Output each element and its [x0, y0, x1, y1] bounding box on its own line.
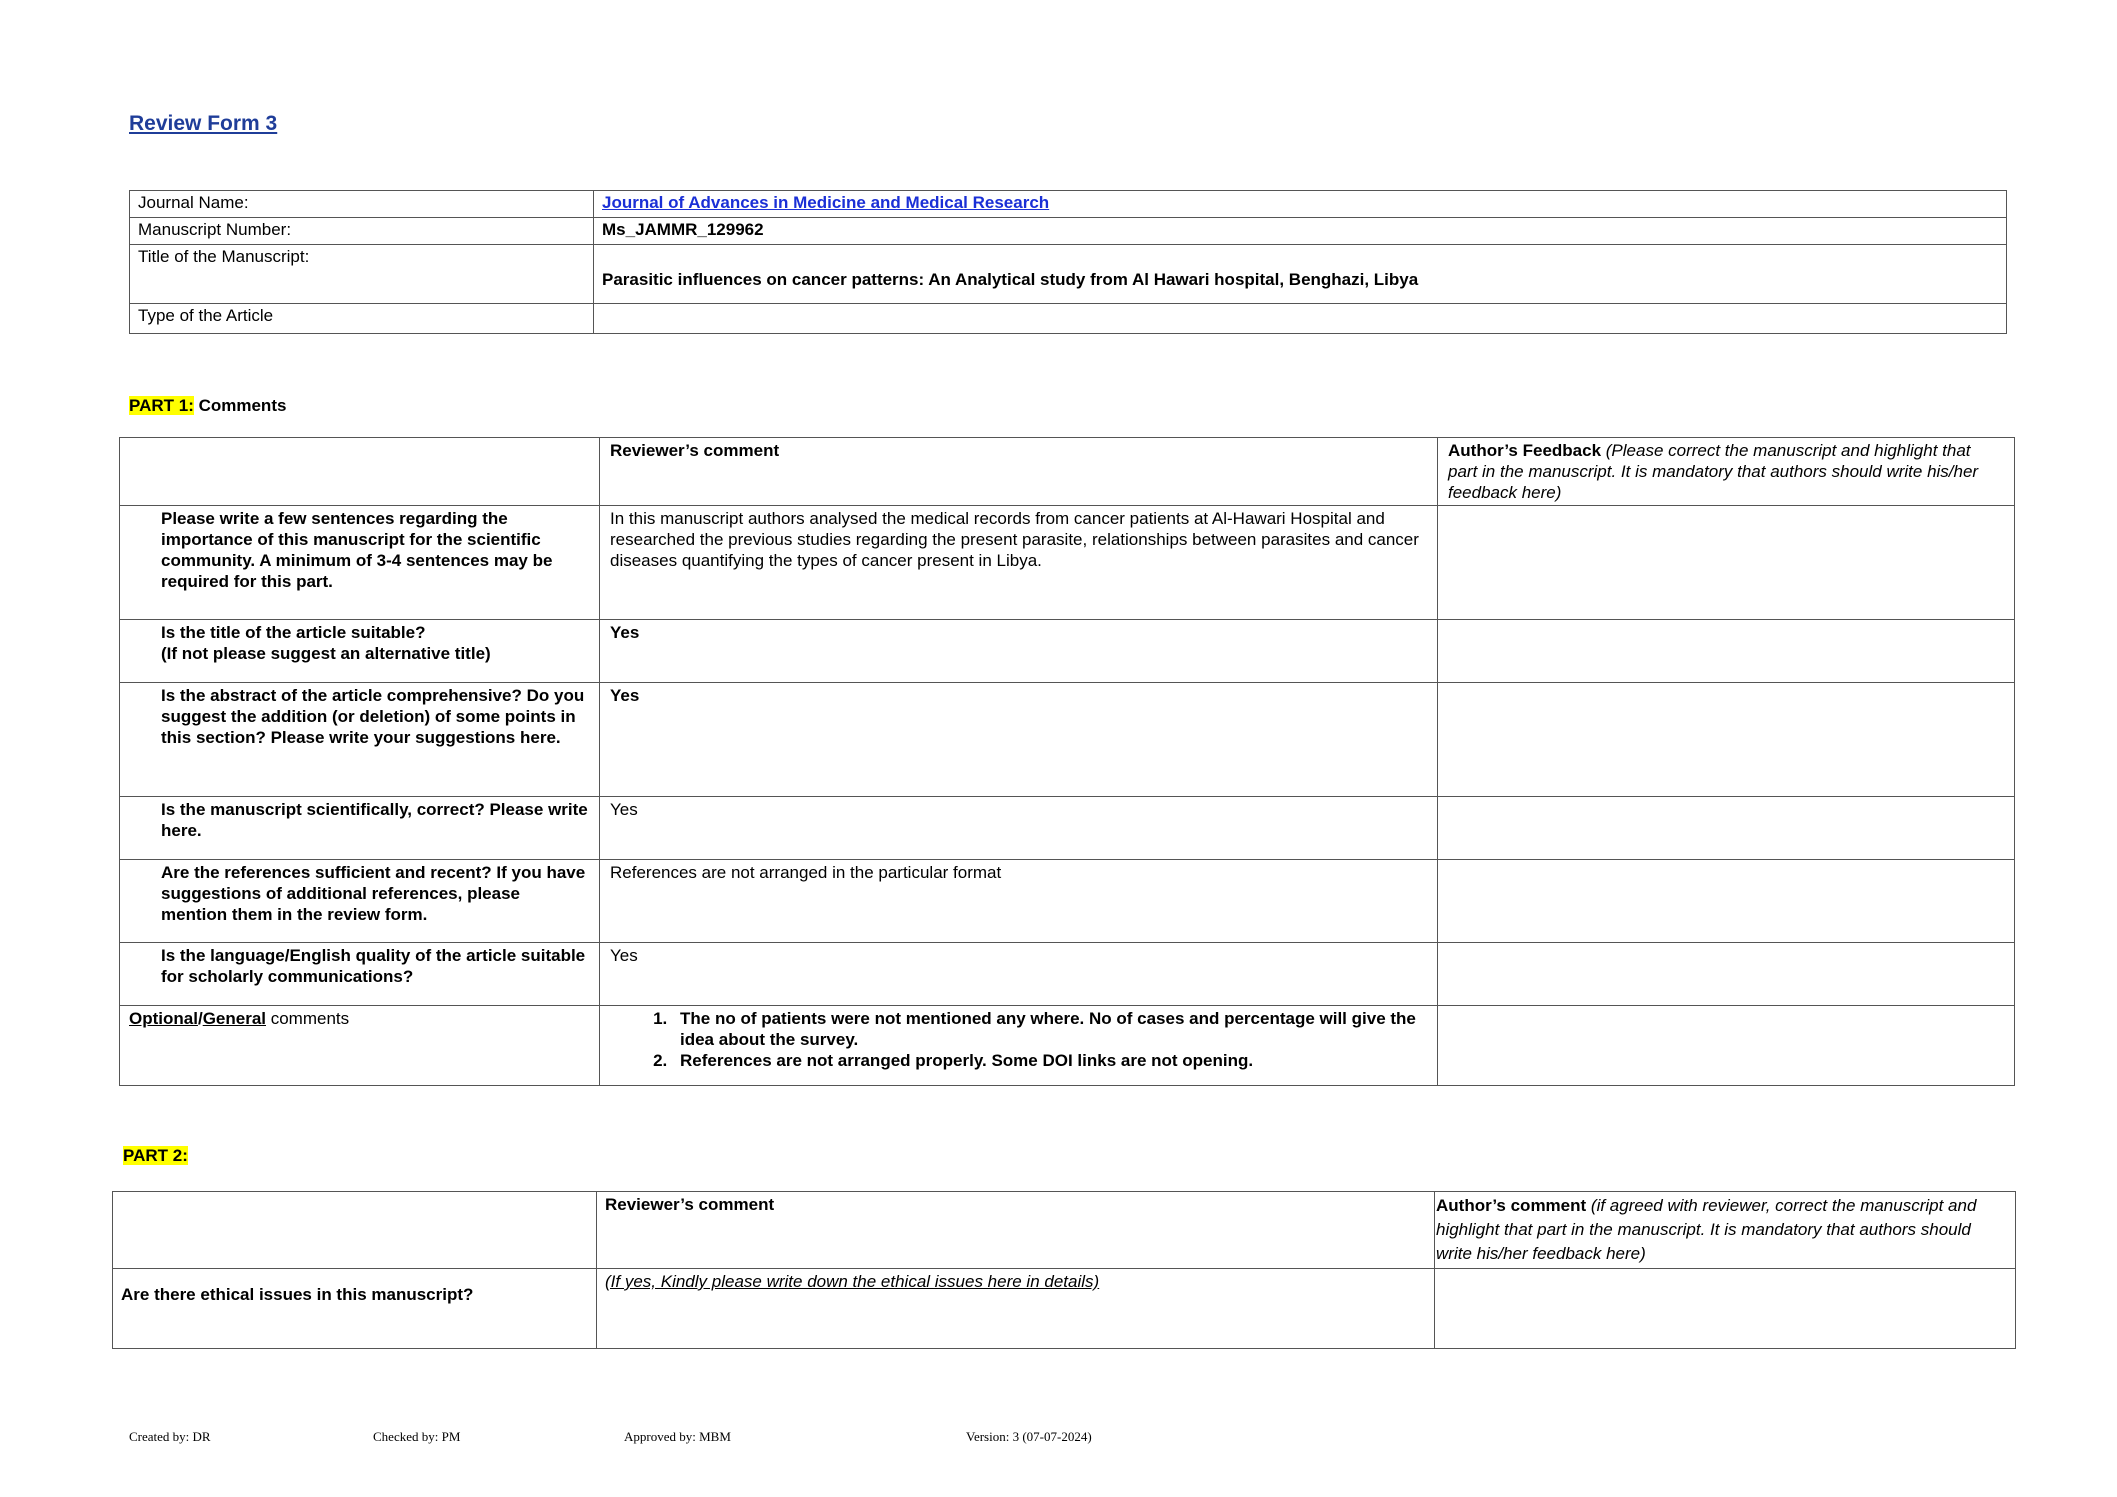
author-feedback-scientific[interactable]: [1438, 797, 2015, 860]
reviewer-comment-scientific[interactable]: Yes: [600, 797, 1438, 860]
question-title-suitable-line2: (If not please suggest an alternative title): [161, 644, 491, 663]
part1-comments-table: [119, 437, 2015, 1086]
part1-heading-suffix: Comments: [193, 396, 287, 415]
footer-approved-by: Approved by: MBM: [624, 1429, 731, 1444]
table-row: [120, 860, 2015, 943]
article-type-value[interactable]: [594, 304, 2007, 334]
part1-header-blank: [120, 438, 600, 506]
manuscript-title-label: Title of the Manuscript:: [130, 245, 594, 304]
manuscript-number-value: Ms_JAMMR_129962: [594, 218, 2007, 245]
table-row: [120, 620, 2015, 683]
author-feedback-optional[interactable]: [1438, 1006, 2015, 1086]
question-title-suitable: [120, 620, 600, 683]
reviewer-comment-abstract[interactable]: Yes: [600, 683, 1438, 797]
ethics-question: Are there ethical issues in this manuscript?: [113, 1269, 597, 1349]
table-row: [120, 943, 2015, 1006]
list-item: 1. The no of patients were not mentioned any where. No of cases and percentage will give the idea about the survey.: [672, 1008, 1427, 1050]
table-row: [113, 1269, 2016, 1349]
comments-label: comments: [266, 1009, 350, 1028]
part2-header-blank: [113, 1192, 597, 1269]
author-feedback-title[interactable]: [1438, 620, 2015, 683]
list-item: 2. References are not arranged properly. Some DOI links are not opening.: [672, 1050, 1427, 1071]
ethics-reviewer-comment[interactable]: [597, 1269, 1435, 1349]
part1-heading-label: PART 1:: [129, 396, 194, 415]
optional-comments-list: [672, 1008, 1427, 1071]
optional-label-sep: /: [197, 1009, 203, 1028]
part2-heading: [123, 1146, 188, 1166]
question-importance: Please write a few sentences regarding the importance of this manuscript for the scientific community. A minimum of 3-4 sentences may be required for this part.: [120, 506, 600, 620]
ethics-instruction: (If yes, Kindly please write down the ethical issues here in details): [605, 1272, 1100, 1291]
question-title-suitable-line1: Is the title of the article suitable?: [161, 623, 426, 642]
question-references: Are the references sufficient and recent? If you have suggestions of additional references, please mention them in the review form.: [120, 860, 600, 943]
part1-heading: [129, 396, 286, 416]
footer-checked-by: Checked by: PM: [373, 1429, 461, 1444]
author-feedback-abstract[interactable]: [1438, 683, 2015, 797]
footer-created-by: Created by: DR: [129, 1429, 211, 1444]
part2-author-header-note: (if agreed with reviewer, correct the manuscript and highlight that part in the manuscript. It is mandatory that authors should write his/her feedback here): [1436, 1196, 1977, 1263]
manuscript-title-value: Parasitic influences on cancer patterns: An Analytical study from Al Hawari hospital, Benghazi, Libya: [594, 245, 2007, 304]
manuscript-info-table: [129, 190, 2007, 334]
ethics-author-comment[interactable]: [1435, 1269, 2016, 1349]
optional-label: Optional: [129, 1009, 198, 1028]
form-title: Review Form 3: [129, 112, 278, 135]
author-feedback-importance[interactable]: [1438, 506, 2015, 620]
table-row: [120, 797, 2015, 860]
author-feedback-references[interactable]: [1438, 860, 2015, 943]
table-row: [120, 506, 2015, 620]
reviewer-comment-language[interactable]: Yes: [600, 943, 1438, 1006]
part1-author-header-note: (Please correct the manuscript and highlight that part in the manuscript. It is mandatory that authors should write his/her feedback here): [1448, 441, 1979, 502]
footer-version: Version: 3 (07-07-2024): [966, 1429, 1092, 1444]
part2-ethics-table: [112, 1191, 2016, 1349]
part2-heading-label: PART 2:: [123, 1146, 188, 1165]
reviewer-comment-title[interactable]: Yes: [600, 620, 1438, 683]
journal-name-label: Journal Name:: [130, 191, 594, 218]
journal-name-link[interactable]: Journal of Advances in Medicine and Medical Research: [602, 193, 1050, 212]
general-label: General: [202, 1009, 266, 1028]
part2-author-header-bold: Author’s comment: [1436, 1196, 1587, 1215]
part1-author-header: [1438, 438, 2015, 506]
question-scientific: Is the manuscript scientifically, correct? Please write here.: [120, 797, 600, 860]
table-row: [120, 1006, 2015, 1086]
reviewer-optional-comments[interactable]: [600, 1006, 1438, 1086]
table-row: [120, 683, 2015, 797]
question-language: Is the language/English quality of the article suitable for scholarly communications?: [120, 943, 600, 1006]
reviewer-comment-importance[interactable]: In this manuscript authors analysed the medical records from cancer patients at Al-Hawari Hospital and researched the previous studies regarding the present parasite, relationships between parasites and cancer diseases quantifying the types of cancer present in Libya.: [600, 506, 1438, 620]
article-type-label: Type of the Article: [130, 304, 594, 334]
part1-author-header-bold: Author’s Feedback: [1448, 441, 1602, 460]
part2-author-header: [1435, 1192, 2016, 1269]
optional-general-label: [120, 1006, 600, 1086]
part1-reviewer-header: Reviewer’s comment: [600, 438, 1438, 506]
reviewer-comment-references[interactable]: References are not arranged in the particular format: [600, 860, 1438, 943]
manuscript-number-label: Manuscript Number:: [130, 218, 594, 245]
author-feedback-language[interactable]: [1438, 943, 2015, 1006]
part2-reviewer-header: Reviewer’s comment: [597, 1192, 1435, 1269]
question-abstract: Is the abstract of the article comprehensive? Do you suggest the addition (or deletion) of some points in this section? Please write your suggestions here.: [120, 683, 600, 797]
